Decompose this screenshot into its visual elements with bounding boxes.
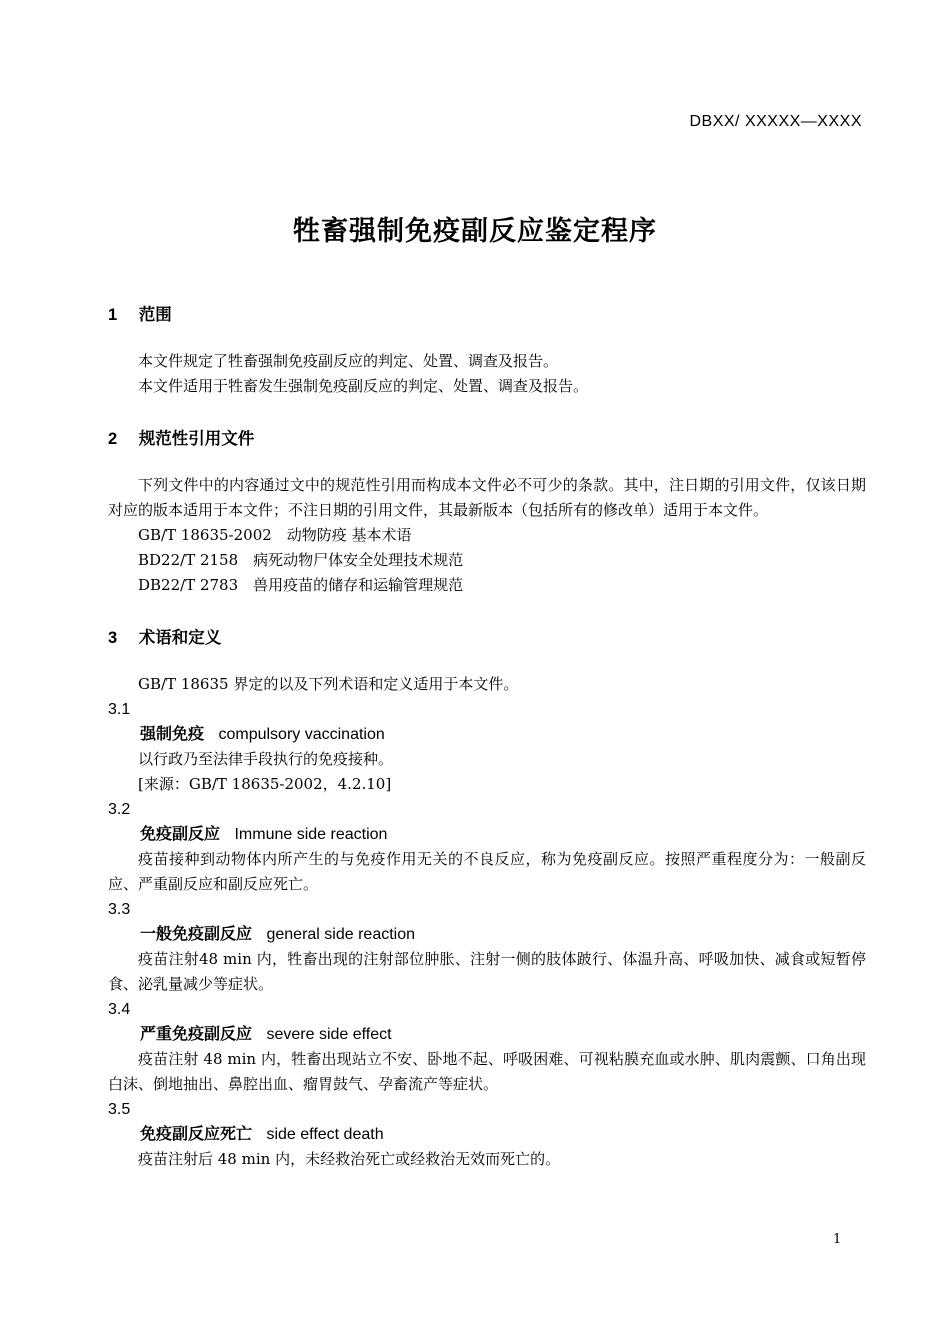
term-number: 3.2 xyxy=(108,801,131,818)
section-heading-scope xyxy=(108,303,866,328)
term-number: 3.1 xyxy=(108,701,131,718)
page-number: 1 xyxy=(833,1232,842,1247)
reference-item: GB/T 18635-2002 动物防疫 基本术语 xyxy=(138,526,412,544)
section-number: 2 xyxy=(108,430,118,448)
reference-item: DB22/T 2783 兽用疫苗的储存和运输管理规范 xyxy=(138,576,464,594)
section-title: 范围 xyxy=(138,306,172,324)
term-entry xyxy=(140,1122,866,1147)
term-english: Immune side reaction xyxy=(234,826,388,843)
term-definition: 疫苗注射 48 min 内，牲畜出现站立不安、卧地不起、呼吸困难、可视粘膜充血或水肿、肌肉震颤、口角出现白沫、倒地抽出、鼻腔出血、瘤胃鼓气、孕畜流产等症状。 xyxy=(108,1050,866,1093)
term-entry xyxy=(140,722,866,747)
term-chinese: 强制免疫 xyxy=(140,726,205,743)
term-definition: 疫苗接种到动物体内所产生的与免疫作用无关的不良反应，称为免疫副反应。按照严重程度分为：一般副反应、严重副反应和副反应死亡。 xyxy=(108,850,866,893)
paragraph: GB/T 18635 界定的以及下列术语和定义适用于本文件。 xyxy=(138,675,519,693)
document-code: DBXX/ XXXXX—XXXX xyxy=(689,113,862,130)
term-number: 3.3 xyxy=(108,901,131,918)
paragraph: 本文件规定了牲畜强制免疫副反应的判定、处置、调查及报告。 xyxy=(138,352,559,370)
term-entry xyxy=(140,822,866,847)
term-english: general side reaction xyxy=(266,926,416,943)
term-english: side effect death xyxy=(266,1126,384,1143)
term-definition: 以行政乃至法律手段执行的免疫接种。 xyxy=(138,750,394,768)
section-number: 3 xyxy=(108,629,118,647)
term-chinese: 免疫副反应 xyxy=(140,826,221,843)
term-chinese: 严重免疫副反应 xyxy=(140,1026,253,1043)
section-heading-terms-definitions xyxy=(108,626,866,651)
reference-item: BD22/T 2158 病死动物尸体安全处理技术规范 xyxy=(138,551,464,569)
term-english: compulsory vaccination xyxy=(218,726,385,743)
term-definition: 疫苗注射后 48 min 内，未经救治死亡或经救治无效而死亡的。 xyxy=(138,1150,561,1168)
section-title: 术语和定义 xyxy=(138,629,222,647)
term-entry xyxy=(140,1022,866,1047)
term-english: severe side effect xyxy=(266,1026,392,1043)
section-heading-normative-references xyxy=(108,427,866,452)
paragraph: 本文件适用于牲畜发生强制免疫副反应的判定、处置、调查及报告。 xyxy=(138,377,589,395)
section-number: 1 xyxy=(108,306,118,324)
document-title: 牲畜强制免疫副反应鉴定程序 xyxy=(293,216,657,246)
term-chinese: 免疫副反应死亡 xyxy=(140,1126,253,1143)
document-body xyxy=(108,303,866,1172)
term-definition: 疫苗注射48 min 内，牲畜出现的注射部位肿胀、注射一侧的肢体跛行、体温升高、呼吸加快、减食或短暂停食、泌乳量减少等症状。 xyxy=(108,950,866,993)
term-number: 3.5 xyxy=(108,1101,131,1118)
term-number: 3.4 xyxy=(108,1001,131,1018)
term-entry xyxy=(140,922,866,947)
term-chinese: 一般免疫副反应 xyxy=(140,926,253,943)
term-source: [来源：GB/T 18635-2002，4.2.10] xyxy=(138,775,392,793)
paragraph: 下列文件中的内容通过文中的规范性引用而构成本文件必不可少的条款。其中，注日期的引用文件，仅该日期对应的版本适用于本文件；不注日期的引用文件，其最新版本（包括所有的修改单）适用于本文件。 xyxy=(108,476,866,519)
section-title: 规范性引用文件 xyxy=(138,430,255,448)
